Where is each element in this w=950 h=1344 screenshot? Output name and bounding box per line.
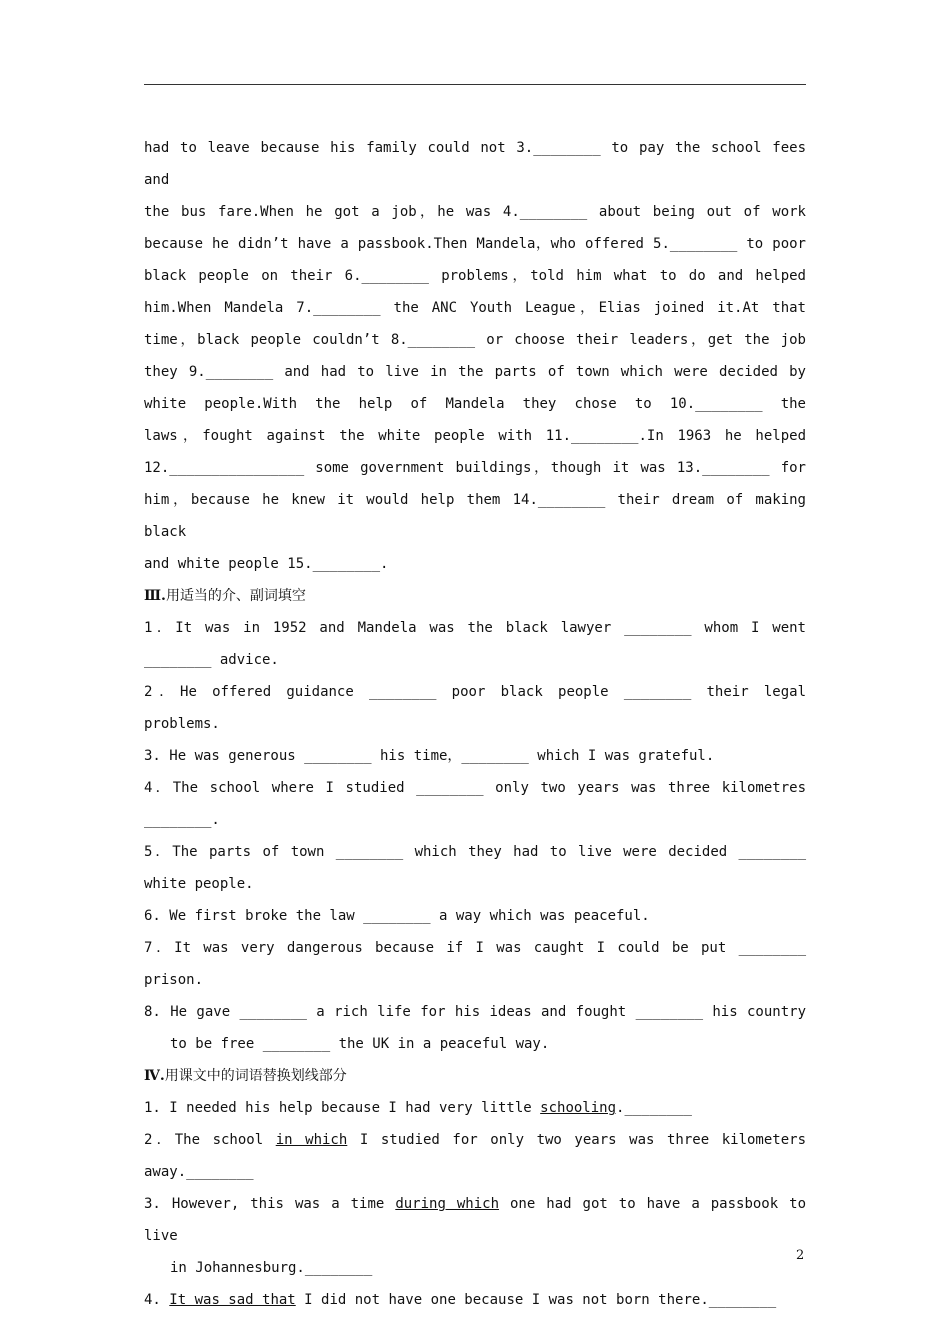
exercise-item-line: 5．The parts of town ________ which they had to live were decided ________	[144, 844, 806, 860]
exercise-item-line	[144, 1092, 806, 1124]
exercise-item-line: 4．The school where I studied ________ only two years was three kilometres	[144, 780, 806, 796]
passage-line: time，black people couldn’t 8.________ or choose their leaders，get the job	[144, 332, 806, 348]
item-text: I did not have one because I was not born there.________	[295, 1292, 777, 1308]
section-3-heading	[144, 580, 806, 612]
exercise-item-line: 7．It was very dangerous because if I was caught I could be put ________	[144, 940, 806, 956]
passage-line: black people on their 6.________ problems，told him what to do and helped	[144, 268, 806, 284]
passage-line: him，because he knew it would help them 14.________ their dream of making black	[144, 492, 806, 540]
passage-line: the bus fare.When he got a job，he was 4.________ about being out of work	[144, 204, 806, 220]
exercise-item-line: ________ advice.	[144, 652, 279, 668]
page-number: 2	[796, 1248, 805, 1263]
exercise-item-line: to be free ________ the UK in a peaceful way.	[170, 1036, 550, 1052]
item-text: 3. However, this was a time	[144, 1196, 396, 1212]
passage-line: white people.With the help of Mandela they chose to 10.________ the	[144, 396, 806, 412]
section-4-heading	[144, 1060, 806, 1092]
exercise-item-line: away.________	[144, 1164, 254, 1180]
passage-line: and white people 15.________.	[144, 556, 389, 572]
section-4-title: 用课文中的词语替换划线部分	[164, 1068, 347, 1084]
exercise-item-line: in Johannesburg.________	[170, 1260, 373, 1276]
underlined-phrase: schooling	[540, 1100, 617, 1116]
exercise-item-line: white people.	[144, 876, 254, 892]
passage	[144, 132, 806, 580]
passage-line: him.When Mandela 7.________ the ANC Youth League，Elias joined it.At that	[144, 300, 806, 316]
exercise-item-line: 8. He gave ________ a rich life for his ideas and fought ________ his country	[144, 1004, 806, 1020]
passage-line: laws，fought against the white people with 11.________.In 1963 he helped	[144, 428, 806, 444]
exercise-item-line: 6. We first broke the law ________ a way which was peaceful.	[144, 908, 650, 924]
item-text: .________	[616, 1100, 692, 1116]
item-text: I studied for only two years was three kilometers	[347, 1132, 806, 1148]
underlined-phrase: in which	[275, 1132, 348, 1148]
exercise-item-line: 3. He was generous ________ his time，________ which I was grateful.	[144, 748, 715, 764]
section-3-number: Ⅲ.	[144, 588, 166, 604]
exercise-item-line: 1．It was in 1952 and Mandela was the black lawyer ________ whom I went	[144, 620, 806, 636]
exercise-item-line: prison.	[144, 972, 204, 988]
exercise-item-line: 2．He offered guidance ________ poor black people ________ their legal	[144, 684, 806, 700]
section-3-title: 用适当的介、副词填空	[165, 588, 306, 604]
exercise-item-line	[144, 1188, 806, 1252]
page-content	[144, 132, 806, 1316]
item-text: 1. I needed his help because I had very little	[144, 1100, 541, 1116]
passage-line: they 9.________ and had to live in the parts of town which were decided by	[144, 364, 806, 380]
passage-line: 12.________________ some government buildings，though it was 13.________ for	[144, 460, 806, 476]
exercise-item-line: ________.	[144, 812, 220, 828]
section-4-items	[144, 1092, 806, 1316]
section-3-items	[144, 612, 806, 1060]
item-text: one had got to have a passbook to live	[144, 1196, 806, 1244]
item-text: 2．The school	[144, 1132, 276, 1148]
header-rule	[144, 84, 806, 85]
underlined-phrase: It was sad that	[169, 1292, 296, 1308]
exercise-item-line	[144, 1124, 806, 1156]
passage-line: had to leave because his family could not 3.________ to pay the school fees and	[144, 140, 806, 188]
section-4-number: Ⅳ.	[144, 1068, 165, 1084]
passage-line: because he didn’t have a passbook.Then Mandela，who offered 5.________ to poor	[144, 236, 806, 252]
exercise-item-line	[144, 1284, 806, 1316]
underlined-phrase: during which	[395, 1196, 500, 1212]
item-text: 4.	[144, 1292, 170, 1308]
exercise-item-line: problems.	[144, 716, 220, 732]
